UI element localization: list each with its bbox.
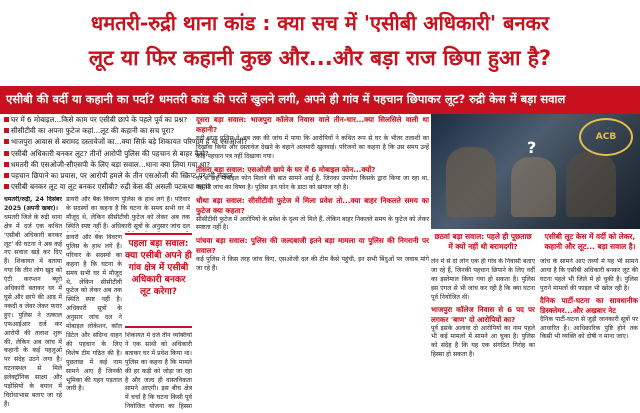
divider	[0, 112, 640, 114]
news-photo	[431, 112, 640, 229]
article-column-3	[125, 332, 192, 411]
article-text: रुद्री थाना पुलिस ने अब तक की जांच में पाया कि आरोपियों ने कथित रूप से घर के भीतर तलाशी का दिखावा किया और दस्तावेज देखने के बहाने अलमारी खुलवाई। परिजनों का कहना है कि उस समय उन्हें कोई पहचान पत्र नहीं दिखाया गया।	[196, 135, 429, 160]
dateline: धमतरी/रुद्री, 24 दिसंबर 2025 (अपनी खबर)।	[4, 196, 62, 212]
photo-caption-left: छठवां बड़ा सवाल: पहले ही पूछताछ में क्यों नहीं थी बरामदगी?	[434, 232, 532, 251]
article-column-5	[431, 258, 535, 411]
article-text: लेन में से दो लोग एक ही गांव के निवासी बताए जा रहे हैं, जिनकी पहचान छिपाने के लिए वर्दी का इस्तेमाल किया गया हो सकता है। पुलिस इस एंगल से भी जांच कर रही है कि क्या घटना पूर्व नियोजित थी।	[431, 258, 535, 301]
article-text: डायरी और बैंक विवरण पुलिस के हाथ लगे हैं। परिवार के सदस्यों का कहना है कि घटना के समय सभी घर में मौजूद थे, लेकिन सीसीटीवी फुटेज को लेकर अब तक स्थिति स्पष्ट नहीं है। अधिकारी सूत्रों के अनुसार जांच दल	[66, 196, 190, 230]
bullet-icon	[4, 128, 9, 133]
article-text: शिकायत में दर्ज तीन व्यक्तियों ने एक साथी को अधिकारी बताकर घर में प्रवेश किया था। पुलिस का कहना है कि मामले की हर कड़ी को जोड़ा जा रहा है और जल्द ही वास्तविकता सामने आएगी। इस बीच क्षेत्र में चर्चा है कि घटना किसी पूर्व नियोजित योजना का हिस्सा	[125, 332, 192, 411]
article-column-2b	[66, 234, 122, 411]
article-text: सीसीटीवी फुटेज में आरोपियों के प्रवेश के दृश्य तो मिले हैं, लेकिन बाहर निकलते समय के फुटेज को लेकर स्पष्टता नहीं है।	[196, 215, 429, 232]
subheading: पांचवा बड़ा सवाल: पुलिस की जल्दबाजी इतने बड़ा मामला या पुलिस की निगरानी पर सवाल?	[196, 236, 429, 256]
subheading: दैनिक पार्टी-घटना का सावधानीक डिस्क्लेमर...और अखबार नेट	[540, 295, 638, 315]
bullet-icon	[4, 162, 9, 167]
photo-caption-right: एसीबी लूट केस में वर्दी को लेकर, कहानी और लूट... बड़ा सवाल है।	[544, 232, 636, 251]
person-silhouette	[566, 152, 616, 217]
subheading: तीसरा बड़ा सवाल: एसओजी छापे के घर में 6 मोबाइल फोन...क्यों?	[196, 164, 376, 174]
article-text: धमतरी जिले के रुद्री थाना क्षेत्र में दर्ज एक कथित 'एसीबी अधिकारी बनकर लूट' की घटना ने अब कई नए सवाल खड़े कर दिए हैं। शिकायत में बताया गया कि तीन लोग खुद को एंटी करप्शन ब्यूरो अधिकारी बताकर घर में घुसे और छापे की आड़ में नकदी व जेवर लेकर फरार हुए। पुलिस ने तत्काल एफआईआर दर्ज कर आरोपी की तलाश शुरू की, लेकिन अब जांच में कहानी के कई पहलुओं पर संदेह उठने लगा है। घटनास्थल से मिले इलेक्ट्रॉनिक साक्ष्य और पड़ोसियों के बयान में विरोधाभास बताए जा रहे हैं।	[4, 213, 62, 408]
headline-line-1: धमतरी-रुद्री थाना कांड : क्या सच में 'एसीबी अधिकारी' बनकर	[90, 11, 550, 35]
bullet-item: एसीबी बनकर लूट या लूट बनकर एसीबी? रुद्री केस की असली पटकथा कहां?	[4, 181, 276, 192]
subheadline-strip: एसीबी की वर्दी या कहानी का पर्दा? धमतरी कांड की परतें खुलने लगी, अपने ही गांव में पहचान छिपाकर लूट? रुद्री केस में बड़ा सवाल	[0, 86, 640, 112]
bullet-item: धमतरी की एसओजी-सीएसपी के लिए बड़ा सवाल...थाना क्या लिया गया था?	[4, 159, 276, 170]
article-text: पूर्व इसके अलावा दो आरोपियों का नाम पहले भी कई मामलों में सामने आ चुका है। पुलिस को संदेह है कि यह एक संगठित गिरोह का हिस्सा हो सकता है।	[431, 324, 535, 359]
question-mark-icon: ?	[527, 138, 537, 157]
bullet-icon	[4, 117, 9, 122]
article-text: डायरी और बैंक विवरण पुलिस के हाथ लगे हैं। परिवार के सदस्यों का कहना है कि घटना के समय सभी घर में मौजूद थे, लेकिन सीसीटीवी फुटेज को लेकर अब तक स्थिति स्पष्ट नहीं है। अधिकारी सूत्रों के अनुसार जांच दल ने मोबाइल लोकेशन, कॉल डिटेल और संदिग्ध वाहन की पहचान के लिए विशेष टीम गठित की है। पूछताछ में कई नाम सामने आए हैं जिनकी भूमिका की गहन पड़ताल जारी है।	[66, 234, 122, 393]
pull-quote: पहला बड़ा सवाल: क्या एसीबी अपने ही गांव क्षेत्र में एसीबी अधिकारी बनकर लूट करेगा?	[125, 233, 192, 328]
bullet-icon	[4, 151, 9, 156]
person-silhouette	[446, 147, 496, 217]
bullet-icon	[4, 173, 9, 178]
article-column-4	[196, 115, 429, 411]
bullet-item: सीसीटीवी का अपना फुटेज कहां...लूट की कहानी का सच पूरा?	[4, 125, 276, 136]
article-text: जांच के सामने आए तथ्यों में यह भी सामने आया है कि एसीबी अधिकारी बनकर लूट की घटना पहले भी जिले में हो चुकी है। पुलिस पुराने मामलों की फाइल भी खोल रही है।	[540, 258, 638, 292]
bullet-item: घर में 6 मोबाइल...किसे काम पर एसीबी छापे के पहले पूर्व का प्रश्न?	[4, 114, 276, 125]
bullet-icon	[4, 184, 9, 189]
headline	[0, 0, 640, 86]
article-column-2	[66, 196, 190, 232]
bullet-icon	[4, 139, 9, 144]
article-column-1	[4, 196, 62, 411]
bullet-item: पहचान छिपाने का प्रयास, पर आरोपी हमले के तीन एसओजी की स्क्रिप्ट पर भी सवाल	[4, 170, 276, 181]
acb-logo: ACB	[579, 118, 633, 156]
person-silhouette	[511, 157, 556, 217]
subheading: दूसरा बड़ा सवाल: भाजपुरा कॉलेज निवास वाले तीन-चार...क्या सिलसिले वाली था कहानी?	[196, 115, 429, 134]
subheading: चौथा बड़ा सवाल: सीसीटीवी फुटेज में मिला प्रवेश तो...क्या बाहर निकलते समय का फुटेज क्या कहता?	[196, 195, 429, 215]
article-text: घर से छह मोबाइल फोन मिलने की बात सामने आई है, जिनका उपयोग किसके द्वारा किया जा रहा था, यह भी जांच का विषय है। पुलिस इन फोन के डाटा को खंगाल रही है।	[196, 174, 429, 191]
subheading: भाजपुरा कॉलेज निवास से 6 पद पर लगकर 'बाण' दो आरोपियों का?	[431, 304, 535, 324]
headline-line-2: लूट या फिर कहानी कुछ और...और बड़ा राज छिपा हुआ है?	[88, 46, 552, 70]
article-column-6	[540, 258, 638, 411]
article-text: कई पुलिस ने किस तरह जांच किए, एसओजी दल की टीम कैसे पहुंची, इन सभी बिंदुओं पर जवाब मांगे जा रहे हैं।	[196, 256, 429, 273]
article-text: दैनिक पार्टी-घटना से जुड़ी जानकारी सूत्रों पर आधारित है। आधिकारिक पुष्टि होने तक किसी भी व्यक्ति को दोषी न माना जाए।	[540, 315, 638, 341]
bullet-item: एसीबी अधिकारी बनकर लूट? तीनों आरोपी पुलिस की पहचान से बाहर कैसे?	[4, 148, 276, 159]
bullet-item: भाजपुरा आवास से बरामद दस्तावेजों का...क्या सिर्फ़ बड़े शिकायत परिणाम है या एसओजी?	[4, 136, 276, 147]
